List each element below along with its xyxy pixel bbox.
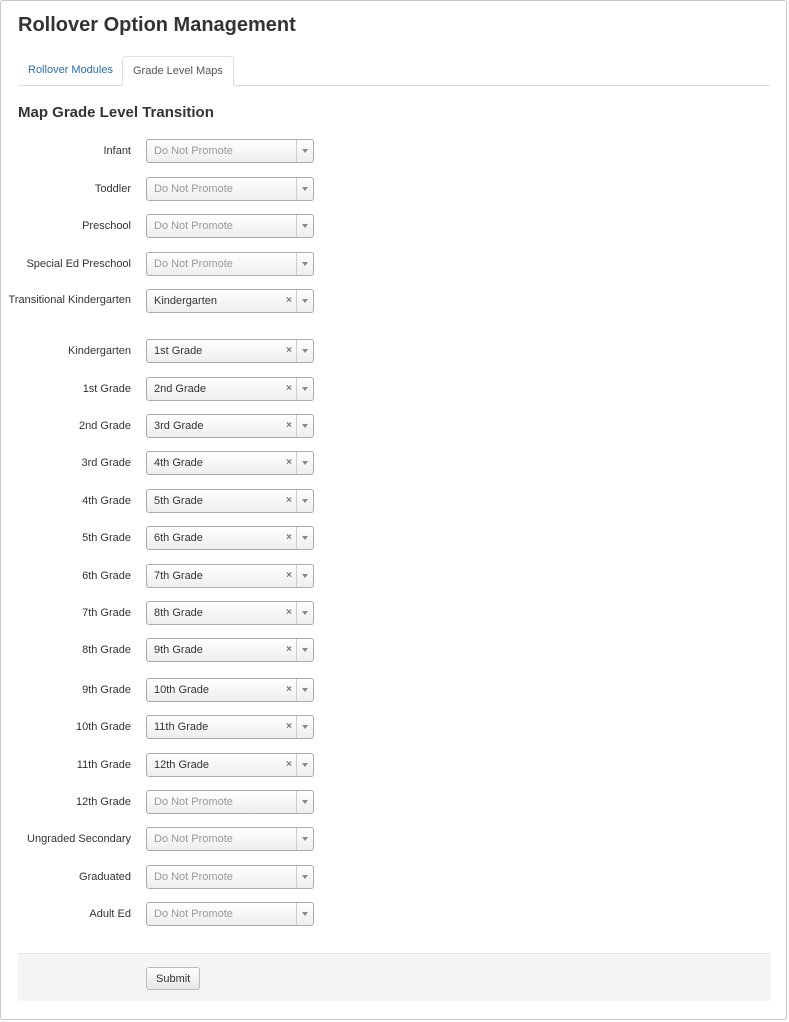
mapping-row-label: Special Ed Preschool — [26, 258, 131, 270]
mapping-row-label: 11th Grade — [76, 759, 131, 771]
chevron-down-icon — [302, 688, 308, 692]
chevron-down-icon — [302, 187, 308, 191]
mapping-row-label: 5th Grade — [82, 532, 131, 544]
grade-select[interactable] — [146, 564, 314, 588]
grade-select-value: 4th Grade — [154, 457, 203, 469]
dropdown-toggle[interactable] — [296, 178, 313, 200]
chevron-down-icon — [302, 875, 308, 879]
grade-select[interactable] — [146, 489, 314, 513]
chevron-down-icon — [302, 387, 308, 391]
grade-select-value: 2nd Grade — [154, 383, 206, 395]
mapping-row-label: Toddler — [94, 183, 131, 195]
grade-select[interactable] — [146, 177, 314, 201]
mapping-row-label: 2nd Grade — [79, 420, 131, 432]
page-title: Rollover Option Management — [18, 14, 296, 36]
chevron-down-icon — [302, 424, 308, 428]
dropdown-toggle[interactable] — [296, 140, 313, 162]
mapping-row-label: Infant — [103, 145, 131, 157]
close-icon[interactable]: × — [286, 607, 292, 618]
tab-rollover-modules[interactable]: Rollover Modules — [28, 64, 113, 76]
grade-select-value: 9th Grade — [154, 644, 203, 656]
mapping-row — [0, 638, 789, 662]
mapping-row-label: 9th Grade — [82, 684, 131, 696]
grade-select-value: 6th Grade — [154, 532, 203, 544]
chevron-down-icon — [302, 800, 308, 804]
chevron-down-icon — [302, 763, 308, 767]
chevron-down-icon — [302, 725, 308, 729]
dropdown-toggle[interactable] — [296, 215, 313, 237]
dropdown-toggle[interactable] — [296, 253, 313, 275]
submit-button[interactable]: Submit — [146, 967, 200, 990]
grade-select[interactable] — [146, 715, 314, 739]
close-icon[interactable]: × — [286, 684, 292, 695]
grade-select-value: 3rd Grade — [154, 420, 204, 432]
close-icon[interactable]: × — [286, 644, 292, 655]
grade-select-value: 10th Grade — [154, 684, 210, 696]
mapping-row — [0, 377, 789, 401]
grade-select-value: 11th Grade — [154, 721, 209, 733]
mapping-row — [0, 177, 789, 201]
mapping-row — [0, 865, 789, 889]
grade-select-value: Do Not Promote — [154, 183, 233, 195]
close-icon[interactable]: × — [286, 721, 292, 732]
grade-select[interactable] — [146, 252, 314, 276]
mapping-row-label: Ungraded Secondary — [27, 833, 131, 845]
chevron-down-icon — [302, 837, 308, 841]
mapping-row-label: 8th Grade — [82, 644, 131, 656]
close-icon[interactable]: × — [286, 345, 292, 356]
close-icon[interactable]: × — [286, 295, 292, 306]
mapping-row — [0, 526, 789, 550]
dropdown-toggle[interactable] — [296, 679, 313, 701]
dropdown-toggle[interactable] — [296, 490, 313, 512]
mapping-row — [0, 489, 789, 513]
close-icon[interactable]: × — [286, 420, 292, 431]
grade-select[interactable] — [146, 414, 314, 438]
mapping-row — [0, 753, 789, 777]
grade-select[interactable] — [146, 139, 314, 163]
mapping-row-label: 10th Grade — [75, 721, 131, 733]
chevron-down-icon — [302, 648, 308, 652]
chevron-down-icon — [302, 349, 308, 353]
mapping-row — [0, 715, 789, 739]
dropdown-toggle[interactable] — [296, 866, 313, 888]
grade-select[interactable] — [146, 289, 314, 313]
grade-select[interactable] — [146, 377, 314, 401]
grade-select-value: 1st Grade — [154, 345, 203, 357]
mapping-row-label: Kindergarten — [68, 345, 131, 357]
grade-select-value: Do Not Promote — [154, 871, 233, 883]
dropdown-toggle[interactable] — [296, 452, 313, 474]
mapping-row-label: 3rd Grade — [81, 457, 131, 469]
close-icon[interactable]: × — [286, 495, 292, 506]
dropdown-toggle[interactable] — [296, 290, 313, 312]
dropdown-toggle[interactable] — [296, 602, 313, 624]
grade-select[interactable] — [146, 790, 314, 814]
section-title: Map Grade Level Transition — [18, 104, 214, 121]
close-icon[interactable]: × — [286, 532, 292, 543]
mapping-row — [0, 902, 789, 926]
grade-select-value: Do Not Promote — [154, 796, 233, 808]
tab-bar — [18, 56, 770, 86]
mapping-row-label: Transitional Kindergarten — [8, 294, 131, 306]
dropdown-toggle[interactable] — [296, 716, 313, 738]
grade-select-value: Kindergarten — [154, 295, 217, 307]
tab-grade-level-maps[interactable]: Grade Level Maps — [122, 56, 234, 86]
chevron-down-icon — [302, 461, 308, 465]
grade-select-value: Do Not Promote — [154, 833, 233, 845]
grade-select-value: 12th Grade — [154, 759, 210, 771]
mapping-row — [0, 790, 789, 814]
grade-select-value: 8th Grade — [154, 607, 203, 619]
chevron-down-icon — [302, 536, 308, 540]
close-icon[interactable]: × — [286, 457, 292, 468]
close-icon[interactable]: × — [286, 759, 292, 770]
chevron-down-icon — [302, 574, 308, 578]
mapping-row — [0, 827, 789, 851]
mapping-row-label: Graduated — [79, 871, 131, 883]
grade-select-value: Do Not Promote — [154, 908, 233, 920]
mapping-row — [0, 139, 789, 163]
grade-select[interactable] — [146, 753, 314, 777]
grade-select-value: Do Not Promote — [154, 220, 233, 232]
mapping-row — [0, 564, 789, 588]
close-icon[interactable]: × — [286, 383, 292, 394]
dropdown-toggle[interactable] — [296, 639, 313, 661]
dropdown-toggle[interactable] — [296, 791, 313, 813]
grade-select[interactable] — [146, 601, 314, 625]
mapping-row-label: Preschool — [82, 220, 131, 232]
mapping-row-label: 7th Grade — [82, 607, 131, 619]
mapping-row — [0, 601, 789, 625]
chevron-down-icon — [302, 262, 308, 266]
mapping-row — [0, 678, 789, 702]
grade-select-value: 7th Grade — [154, 570, 203, 582]
mapping-row-label: Adult Ed — [89, 908, 131, 920]
grade-select[interactable] — [146, 638, 314, 662]
mapping-row — [0, 289, 789, 313]
grade-select[interactable] — [146, 827, 314, 851]
dropdown-toggle[interactable] — [296, 378, 313, 400]
dropdown-toggle[interactable] — [296, 527, 313, 549]
chevron-down-icon — [302, 912, 308, 916]
chevron-down-icon — [302, 299, 308, 303]
dropdown-toggle[interactable] — [296, 754, 313, 776]
grade-select[interactable] — [146, 902, 314, 926]
form-actions — [18, 953, 771, 1001]
chevron-down-icon — [302, 611, 308, 615]
mapping-row — [0, 339, 789, 363]
mapping-row — [0, 451, 789, 475]
dropdown-toggle[interactable] — [296, 903, 313, 925]
chevron-down-icon — [302, 499, 308, 503]
dropdown-toggle[interactable] — [296, 565, 313, 587]
mapping-row-label: 1st Grade — [82, 383, 131, 395]
grade-select[interactable] — [146, 865, 314, 889]
grade-select[interactable] — [146, 451, 314, 475]
dropdown-toggle[interactable] — [296, 340, 313, 362]
dropdown-toggle[interactable] — [296, 415, 313, 437]
grade-select[interactable] — [146, 678, 314, 702]
chevron-down-icon — [302, 149, 308, 153]
mapping-row-label: 6th Grade — [82, 570, 131, 582]
mapping-row — [0, 414, 789, 438]
chevron-down-icon — [302, 224, 308, 228]
dropdown-toggle[interactable] — [296, 828, 313, 850]
mapping-row — [0, 252, 789, 276]
grade-select[interactable] — [146, 339, 314, 363]
grade-select[interactable] — [146, 214, 314, 238]
grade-select-value: 5th Grade — [154, 495, 203, 507]
grade-select[interactable] — [146, 526, 314, 550]
grade-select-value: Do Not Promote — [154, 145, 233, 157]
mapping-row-label: 4th Grade — [82, 495, 131, 507]
close-icon[interactable]: × — [286, 570, 292, 581]
mapping-row — [0, 214, 789, 238]
mapping-row-label: 12th Grade — [75, 796, 131, 808]
grade-select-value: Do Not Promote — [154, 258, 233, 270]
